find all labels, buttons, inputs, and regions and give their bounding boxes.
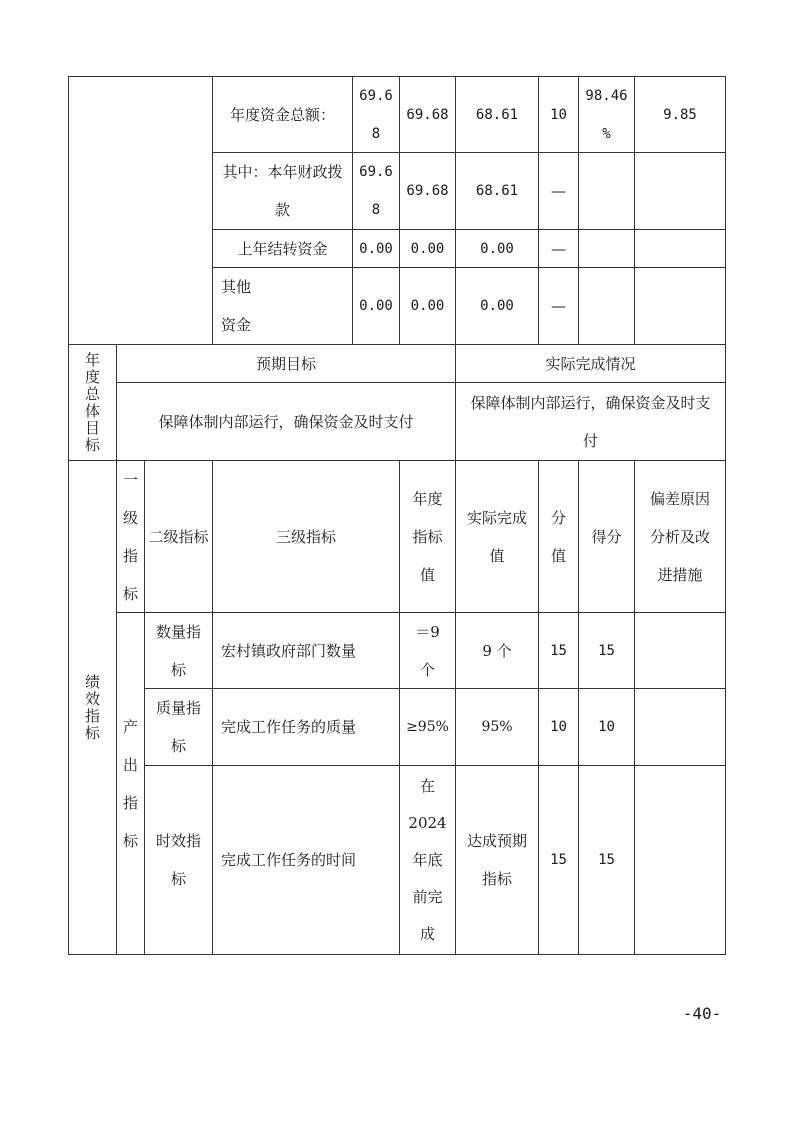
indicator-actual: 达成预期 指标 [466, 832, 527, 888]
header-actual: 实际完成 值 [466, 508, 527, 565]
grid-line [68, 954, 726, 955]
indicator-actual: 9 个 [482, 641, 512, 660]
fund-rate [579, 268, 634, 344]
expected-goal-header: 预期目标 [255, 354, 316, 373]
indicator-level2: 质量指 标 [155, 699, 201, 755]
indicator-level2: 时效指 标 [155, 832, 201, 888]
header-score: 得分 [591, 527, 622, 546]
header-level2: 二级指标 [148, 527, 209, 546]
header-deviation: 偏差原因 分析及改 进措施 [649, 489, 710, 584]
indicator-score: 15 [598, 852, 615, 868]
indicator-deviation [635, 689, 725, 765]
actual-goal-text: 保障体制内部运行，确保资金及时支 付 [470, 393, 711, 450]
fund-rate: 98.46 % [585, 87, 628, 142]
expected-goal-text: 保障体制内部运行，确保资金及时支付 [158, 412, 414, 431]
page-number: -40- [682, 1004, 722, 1023]
indicator-score: 10 [598, 719, 615, 735]
indicator-annual: ＝9 个 [415, 622, 440, 679]
indicator-weight: 15 [550, 852, 567, 868]
fund-rate [579, 230, 634, 267]
indicator-deviation [635, 766, 725, 954]
indicator-score: 15 [598, 642, 615, 659]
fund-score: 10 [550, 106, 567, 123]
header-weight: 分 值 [550, 508, 566, 565]
fund-initial: 0.00 [359, 240, 393, 257]
fund-label: 年度资金总额： [229, 105, 335, 124]
fund-score: — [551, 182, 566, 200]
fund-label: 其中：本年财政拨 款 [222, 163, 343, 219]
fund-initial: 69.6 8 [359, 87, 393, 142]
fund-executed: 68.61 [475, 183, 519, 199]
fund-got: 9.85 [663, 106, 697, 123]
grid-line [725, 76, 726, 955]
indicator-annual: ≥95% [406, 719, 449, 735]
fund-executed: 0.00 [480, 298, 514, 314]
fund-adjusted: 69.68 [406, 183, 449, 199]
header-level1: 一级指标 [122, 470, 138, 603]
fund-adjusted: 69.68 [406, 106, 449, 123]
indicator-weight: 15 [550, 642, 567, 659]
fund-label: 其他 资金 [221, 278, 252, 334]
actual-goal-header: 实际完成情况 [545, 354, 636, 373]
fund-executed: 68.61 [475, 106, 519, 123]
fund-got [635, 268, 725, 344]
indicator-deviation [635, 613, 725, 688]
fund-score: — [551, 239, 566, 258]
fund-adjusted: 0.00 [410, 240, 445, 257]
fund-got [635, 153, 725, 229]
header-annual: 年度 指标 值 [412, 489, 443, 584]
indicator-level2: 数量指 标 [155, 622, 201, 679]
fund-score: — [551, 297, 566, 315]
annual-goal-label: 年度总体目标 [84, 350, 100, 454]
header-level3: 三级指标 [275, 527, 336, 546]
indicator-annual: 在 2024 年底 前完 成 [408, 776, 447, 943]
indicator-actual: 95% [481, 719, 513, 735]
fund-initial: 0.00 [359, 298, 393, 314]
fund-executed: 0.00 [480, 240, 514, 257]
fund-label: 上年结转资金 [237, 239, 328, 258]
fund-adjusted: 0.00 [410, 298, 445, 314]
output-indicator-label: 产出指标 [122, 717, 138, 850]
performance-indicators-label: 绩效指标 [84, 672, 100, 742]
indicator-level3: 完成工作任务的时间 [221, 851, 357, 869]
indicator-level3: 完成工作任务的质量 [221, 718, 357, 736]
fund-initial: 69.6 8 [359, 164, 393, 218]
fund-got [635, 230, 725, 267]
indicator-level3: 宏村镇政府部门数量 [221, 641, 357, 660]
indicator-weight: 10 [550, 719, 567, 735]
fund-rate [579, 153, 634, 229]
